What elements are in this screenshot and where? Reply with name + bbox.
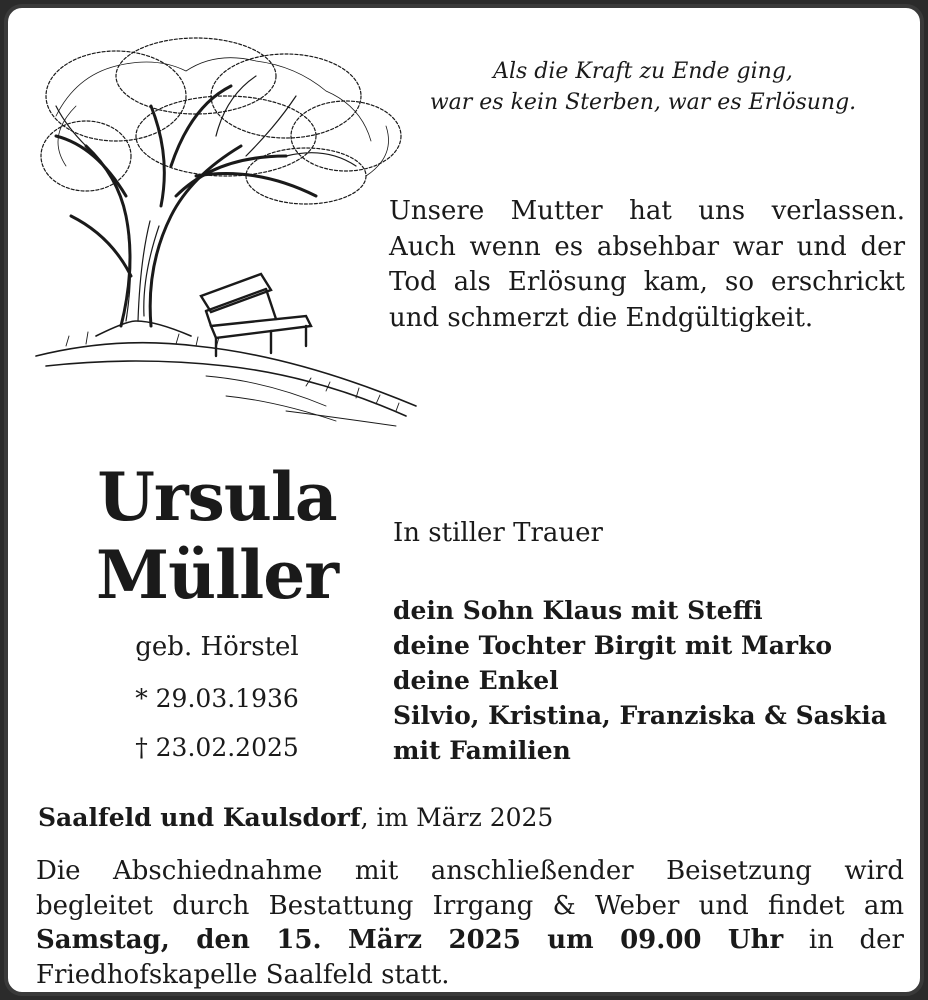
mourner-line: mit Familien [393, 736, 571, 765]
deceased-name [72, 458, 362, 614]
first-name: Ursula [97, 458, 337, 536]
birth-date: * 29.03.1936 [135, 684, 299, 713]
intro-line: Unsere Mutter hat uns verlassen. [389, 196, 905, 226]
death-date: † 23.02.2025 [135, 733, 299, 762]
intro-line: Auch wenn es absehbar war und der [389, 231, 905, 262]
intro-line: und schmerzt die Endgültigkeit. [389, 302, 814, 333]
motto-verse [408, 56, 878, 118]
notice-line-rest: in der [783, 925, 904, 955]
intro-line: Tod als Erlösung kam, so erschrickt [389, 267, 905, 297]
motto-line: war es kein Sterben, war es Erlösung. [429, 90, 857, 115]
mourner-line: deine Enkel [393, 666, 559, 695]
mourner-line: deine Tochter Birgit mit Marko [393, 631, 833, 660]
notice-line: Friedhofskapelle Saalfeld statt. [36, 959, 450, 990]
born-name: geb. Hörstel [135, 632, 299, 662]
notice-line [36, 923, 904, 958]
obituary-card [4, 4, 924, 996]
place-date-line [38, 803, 553, 832]
last-name: Müller [96, 536, 338, 614]
place-date: , im März 2025 [360, 803, 554, 832]
mourners-list [393, 593, 887, 768]
funeral-notice [36, 854, 904, 992]
mourning-heading: In stiller Trauer [393, 518, 603, 548]
motto-line: Als die Kraft zu Ende ging, [493, 59, 793, 84]
intro-text [389, 194, 905, 336]
notice-line: Die Abschiednahme mit anschließender Beisetzung wird [36, 856, 904, 886]
funeral-date-time: Samstag, den 15. März 2025 um 09.00 Uhr [36, 925, 784, 955]
place-names: Saalfeld und Kaulsdorf [38, 803, 361, 832]
mourner-line: Silvio, Kristina, Franziska & Saskia [393, 701, 887, 730]
tree-with-bench-illustration [26, 26, 426, 446]
mourner-line: dein Sohn Klaus mit Steffi [393, 596, 763, 625]
notice-line: begleitet durch Bestattung Irrgang & Weber und findet am [36, 890, 904, 921]
